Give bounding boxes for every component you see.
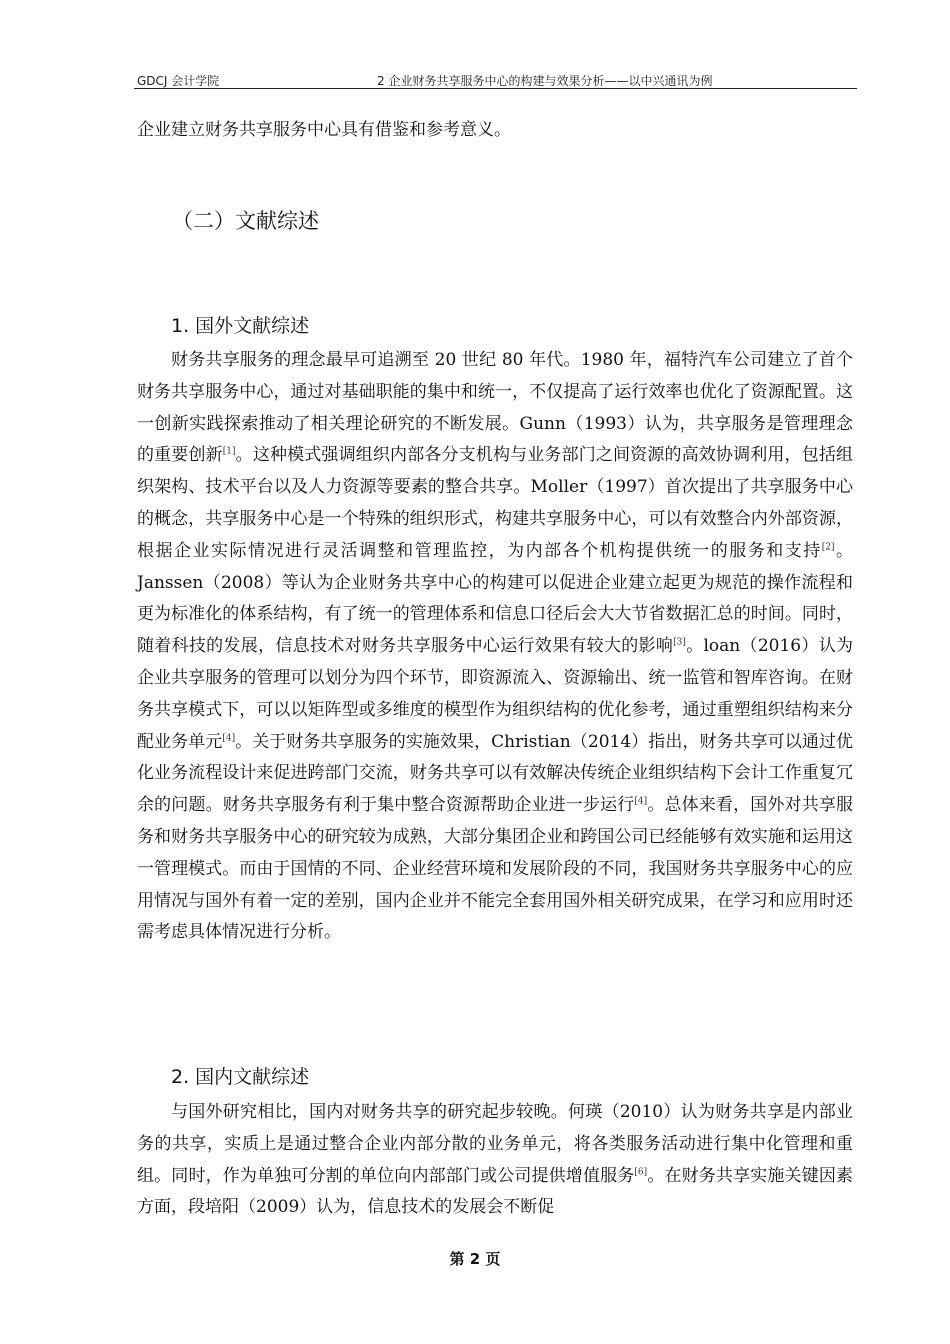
citation-ref: [3] (673, 637, 686, 648)
paragraph-text: 。在财务共享实施关键因素方面，段培阳（2009）认为，信息技术的发展会不断促 (137, 1165, 854, 1218)
paragraph-text: 。关于财务共享服务的实施效果，Christian（2014）指出，财务共享可以通过优化业务流程设计来促进跨部门交流，财务共享可以有效解决传统企业组织结构下会计工作重复冗余的问题。财务共享服务有利于集中整合资源帮助企业进一步运行 (137, 731, 854, 816)
paragraph-text: 财务共享服务的理念最早可追溯至 20 世纪 80 年代。1980 年，福特汽车公司建立了首个财务共享服务中心，通过对基础职能的集中和统一，不仅提高了运行效率也优化了资源配置。这一创新实践探索推动了相关理论研究的不断发展。Gunn（1993）认为，共享服务是管理理念的重要创新 (137, 350, 853, 466)
citation-ref: [2] (821, 542, 835, 553)
paragraph-text: 。总体来看，国外对共享服务和财务共享服务中心的研究较为成熟，大部分集团企业和跨国公司已经能够有效实施和运用这一管理模式。而由于国情的不同、企业经营环境和发展阶段的不同，我国财务共享服务中心的应用情况与国外有着一定的差别，国内企业并不能完全套用国外相关研究成果，在学习和应用时还需考虑具体情况进行分析。 (137, 795, 854, 943)
header-institution: GDCJ 会计学院 (137, 74, 220, 88)
subsection-heading-domestic: 2. 国内文献综述 (171, 1066, 310, 1088)
domestic-review-paragraph (137, 1097, 853, 1224)
intro-paragraph: 企业建立财务共享服务中心具有借鉴和参考意义。 (137, 120, 511, 140)
domestic-review-block (137, 1097, 853, 1224)
subsection-heading-foreign: 1. 国外文献综述 (171, 315, 310, 337)
intro-block (137, 115, 853, 147)
foreign-review-paragraph (137, 345, 853, 949)
foreign-review-block (137, 345, 853, 949)
page-number: 第 2 页 (449, 1250, 501, 1268)
citation-ref: [1] (222, 446, 236, 457)
section-heading: （二）文献综述 (172, 209, 319, 233)
running-header (137, 72, 857, 88)
paragraph-text: 。这种模式强调组织内部各分支机构与业务部门之间资源的高效协调利用，包括组织架构、技术平台以及人力资源等要素的整合共享。Moller（1997）首次提出了共享服务中心的概念，共享服务中心是一个特殊的组织形式，构建共享服务中心，可以有效整合内外部资源，根据企业实际情况进行灵活调整和管理监控，为内部各个机构提供统一的服务和支持 (137, 445, 854, 561)
citation-ref: [6] (634, 1166, 648, 1177)
header-rule (134, 88, 857, 89)
header-title: 2 企业财务共享服务中心的构建与效果分析——以中兴通讯为例 (377, 74, 713, 88)
citation-ref: [4] (634, 796, 648, 807)
paragraph-text: 。Janssen（2008）等认为企业财务共享中心的构建可以促进企业建立起更为规范的操作流程和更为标准化的体系结构，有了统一的管理体系和信息口径后会大大节省数据汇总的时间。同时，随着科技的发展，信息技术对财务共享服务中心运行效果有较大的影响 (137, 540, 854, 657)
citation-ref: [4] (222, 732, 236, 743)
paragraph-text: 。loan（2016）认为企业共享服务的管理可以划分为四个环节，即资源流入、资源输出、统一监管和智库咨询。在财务共享模式下，可以以矩阵型或多维度的模型作为组织结构的优化参考，通过重塑组织结构来分配业务单元 (137, 636, 853, 752)
paragraph-text: 与国外研究相比，国内对财务共享的研究起步较晚。何瑛（2010）认为财务共享是内部业务的共享，实质上是通过整合企业内部分散的业务单元，将各类服务活动进行集中化管理和重组。同时，作为单独可分割的单位向内部部门或公司提供增值服务 (137, 1102, 853, 1186)
